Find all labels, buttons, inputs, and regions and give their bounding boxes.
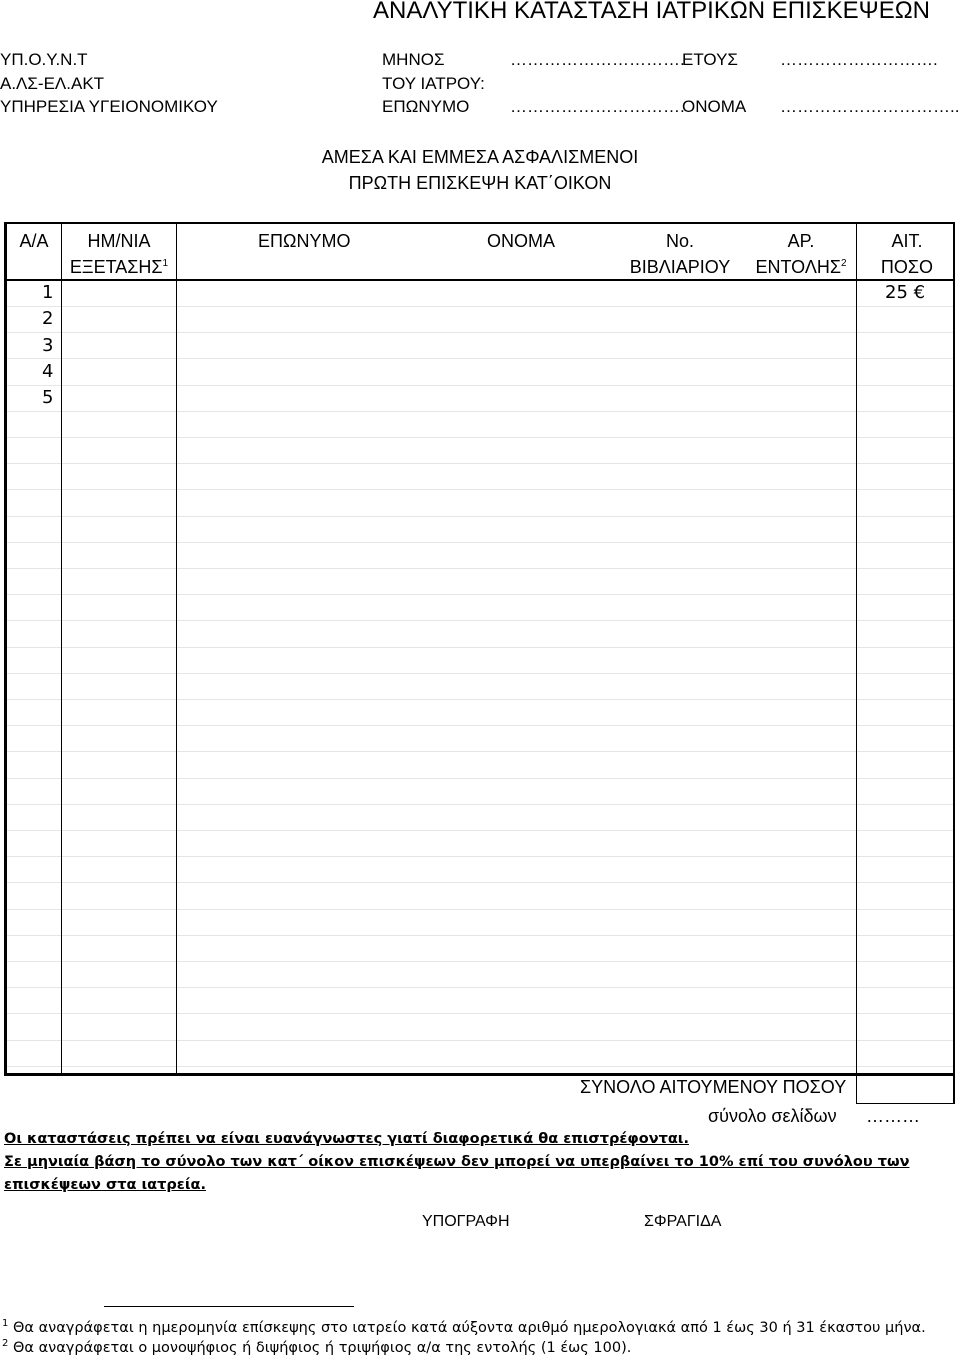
table-row-line — [4, 463, 955, 464]
total-amount-label: ΣΥΝΟΛΟ ΑΙΤΟΥΜΕΝΟΥ ΠΟΣΟΥ — [580, 1077, 847, 1097]
table-row-line — [4, 516, 955, 517]
subtitle-insured: ΑΜΕΣΑ ΚΑΙ ΕΜΜΕΣΑ ΑΣΦΑΛΙΣΜΕΝΟΙ — [321, 147, 639, 167]
table-row-line — [4, 725, 955, 726]
table-row-line — [4, 332, 955, 333]
col-header-booklet: Νο. ΒΙΒΛΙΑΡΙΟΥ — [629, 231, 731, 277]
col-header-date: ΗΜ/ΝΙΑ ΕΞΕΤΑΣΗΣ$^1$ — [69, 231, 169, 277]
table-row-line — [4, 673, 955, 674]
pages-total-label: σύνολο σελίδων — [708, 1106, 837, 1126]
table-row-line — [4, 594, 955, 595]
page-title: ΑΝΑΛΥΤΙΚΗ ΚΑΤΑΣΤΑΣΗ ΙΑΤΡΙΚΩΝ ΕΠΙΣΚΕΨΕΩΝ — [373, 0, 930, 24]
table-row-line — [4, 987, 955, 988]
note-readable: Οι καταστάσεις πρέπει να είναι ευανάγνωστες γιατί διαφορετικά θα επιστρέφονται. — [4, 1131, 689, 1147]
signature-label: ΥΠΟΓΡΑΦΗ — [422, 1213, 510, 1230]
note-limit-cont: επισκέψεων στα ιατρεία. — [4, 1177, 206, 1193]
row-number: 5 — [42, 387, 54, 408]
table-row-line — [4, 620, 955, 621]
service-label: ΥΠΗΡΕΣΙΑ ΥΓΕΙΟΝΟΜΙΚΟΥ — [0, 97, 218, 116]
table-row-line — [4, 411, 955, 412]
surname-field[interactable]: …………………………. — [510, 97, 685, 116]
table-row-line — [4, 358, 955, 359]
note-limit: Σε μηνιαία βάση το σύνολο των κατ΄ οίκον επισκέψεων δεν μπορεί να υπερβαίνει το 10% επί του συνόλου των — [4, 1154, 910, 1170]
table-row-line — [4, 1013, 955, 1014]
month-label: ΜΗΝΟΣ — [382, 50, 445, 69]
pages-total-field[interactable]: ……… — [866, 1106, 920, 1126]
stamp-label: ΣΦΡΑΓΙΔΑ — [644, 1213, 722, 1230]
table-row-line — [4, 306, 955, 307]
col-header-name: ΟΝΟΜΑ — [487, 231, 556, 251]
table-row-line — [4, 935, 955, 936]
table-row-line — [4, 882, 955, 883]
table-row-line — [4, 437, 955, 438]
row-number: 3 — [42, 335, 54, 356]
table-row-line — [4, 1040, 955, 1041]
table-row-line — [4, 909, 955, 910]
surname-label: ΕΠΩΝΥΜΟ — [382, 97, 470, 116]
year-label: ΕΤΟΥΣ — [682, 50, 738, 69]
ministry-label: ΥΠ.Ο.Υ.Ν.Τ — [0, 50, 88, 69]
footnote-1: $^1$ Θα αναγράφεται η ημερομηνία επίσκεψης στο ιατρείο κατά αύξοντα αριθμό ημερολογιακά από 1 έως 30 ή 31 έκαστου μήνα. — [2, 1318, 926, 1336]
table-row-line — [4, 751, 955, 752]
row-number: 4 — [42, 361, 54, 382]
table-row-line — [4, 542, 955, 543]
col-header-order: ΑΡ. ΕΝΤΟΛΗΣ$^2$ — [755, 231, 847, 277]
doctor-label: ΤΟΥ ΙΑΤΡΟΥ: — [382, 74, 485, 93]
department-label: Α.ΛΣ-ΕΛ.ΑΚΤ — [0, 74, 105, 93]
table-row-line — [4, 1066, 955, 1067]
table-row-line — [4, 489, 955, 490]
col-header-amount: ΑΙΤ. ΠΟΣΟ — [880, 231, 934, 277]
row-number: 2 — [42, 308, 54, 329]
table-row-line — [4, 568, 955, 569]
subtitle-first-visit: ΠΡΩΤΗ ΕΠΙΣΚΕΨΗ ΚΑΤ΄ΟΙΚΟΝ — [348, 173, 612, 193]
name-label: ΟΝΟΜΑ — [682, 97, 747, 116]
table-row-line — [4, 830, 955, 831]
amount-value: 25 € — [885, 282, 926, 303]
col-header-surname: ΕΠΩΝΥΜΟ — [258, 231, 351, 251]
year-field[interactable]: ………………………. — [780, 50, 938, 69]
table-row-line — [4, 804, 955, 805]
footnote-2: $^2$ Θα αναγράφεται ο μονοψήφιος ή διψήφιος ή τριψήφιος α/α της εντολής (1 έως 100). — [2, 1338, 632, 1356]
table-row-line — [4, 699, 955, 700]
month-field[interactable]: …………………………. — [510, 50, 685, 69]
row-number: 1 — [42, 282, 54, 303]
col-header-aa: Α/Α — [19, 231, 49, 251]
total-amount-field[interactable] — [857, 1077, 952, 1102]
table-row-line — [4, 778, 955, 779]
table-row-line — [4, 856, 955, 857]
name-field[interactable]: ………………………….. — [780, 97, 960, 116]
table-row-line — [4, 385, 955, 386]
footnote-separator — [104, 1306, 354, 1307]
table-row-line — [4, 647, 955, 648]
table-row-line — [4, 961, 955, 962]
